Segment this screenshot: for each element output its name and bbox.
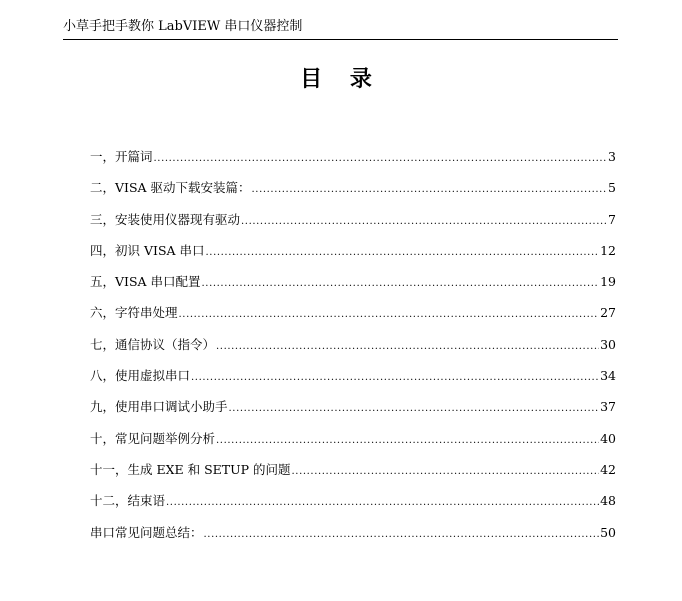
toc-entry-label: 三，安装使用仪器现有驱动: [90, 211, 241, 227]
toc-entry-label: 八，使用虚拟串口: [90, 368, 191, 384]
toc-leader-dots: [206, 242, 600, 262]
toc-leader-dots: [252, 179, 608, 199]
toc-page-number: 3: [608, 149, 616, 164]
toc-entry-label: 十，常见问题举例分析: [90, 430, 216, 446]
toc-page-number: 37: [600, 399, 616, 415]
toc-page-number: 40: [600, 430, 616, 446]
toc-page-number: 42: [600, 461, 616, 477]
toc-page-number: 7: [608, 211, 616, 227]
toc-leader-dots: [154, 148, 608, 168]
toc-page-number: 19: [600, 274, 616, 290]
toc-entry-label: 一，开篇词: [90, 149, 153, 164]
toc-entry-3[interactable]: [90, 211, 616, 242]
toc-page-number: 48: [600, 493, 616, 509]
toc-leader-dots: [241, 211, 607, 231]
toc-entry-label: 五，VISA 串口配置: [90, 274, 201, 290]
toc-entry-label: 十二，结束语: [90, 493, 166, 509]
toc-entry-label: 六，字符串处理: [90, 305, 178, 321]
toc-leader-dots: [292, 461, 600, 481]
toc-leader-dots: [229, 398, 600, 418]
toc-page-number: 27: [600, 305, 616, 321]
toc-leader-dots: [216, 430, 599, 450]
toc-page-number: 50: [600, 524, 616, 540]
toc-entry-label: 九，使用串口调试小助手: [90, 399, 228, 415]
page-header: [63, 19, 618, 40]
toc-title: 目 录: [300, 66, 382, 92]
toc-leader-dots: [204, 524, 600, 544]
toc-entry-2[interactable]: [90, 179, 616, 210]
toc-leader-dots: [179, 304, 600, 324]
toc-entry-6[interactable]: [90, 304, 616, 335]
toc-entry-9[interactable]: [90, 398, 616, 429]
toc-entry-11[interactable]: [90, 461, 616, 492]
toc-entry-12[interactable]: [90, 492, 616, 523]
toc-entry-13[interactable]: [90, 524, 616, 555]
toc-entry-label: 四，初识 VISA 串口: [90, 242, 205, 258]
toc-leader-dots: [216, 336, 599, 356]
toc-leader-dots: [166, 492, 599, 512]
header-title: 小草手把手教你 LabVIEW 串口仪器控制: [63, 19, 303, 34]
toc-entry-8[interactable]: [90, 367, 616, 398]
toc-page-number: 5: [608, 180, 616, 196]
toc-entry-10[interactable]: [90, 430, 616, 461]
table-of-contents: [90, 148, 616, 555]
toc-entry-4[interactable]: [90, 242, 616, 273]
toc-entry-label: 十一，生成 EXE 和 SETUP 的问题: [90, 461, 291, 477]
toc-entry-label: 二，VISA 驱动下载安装篇：: [90, 180, 251, 196]
toc-page-number: 30: [600, 336, 616, 352]
toc-entry-label: 串口常见问题总结：: [90, 524, 203, 540]
toc-page-number: 12: [600, 242, 616, 258]
toc-page-number: 34: [600, 368, 616, 384]
toc-entry-5[interactable]: [90, 273, 616, 304]
toc-entry-label: 七，通信协议（指令）: [90, 336, 216, 352]
toc-entry-1[interactable]: [90, 148, 616, 179]
toc-entry-7[interactable]: [90, 336, 616, 367]
toc-leader-dots: [202, 273, 600, 293]
toc-leader-dots: [191, 367, 599, 387]
